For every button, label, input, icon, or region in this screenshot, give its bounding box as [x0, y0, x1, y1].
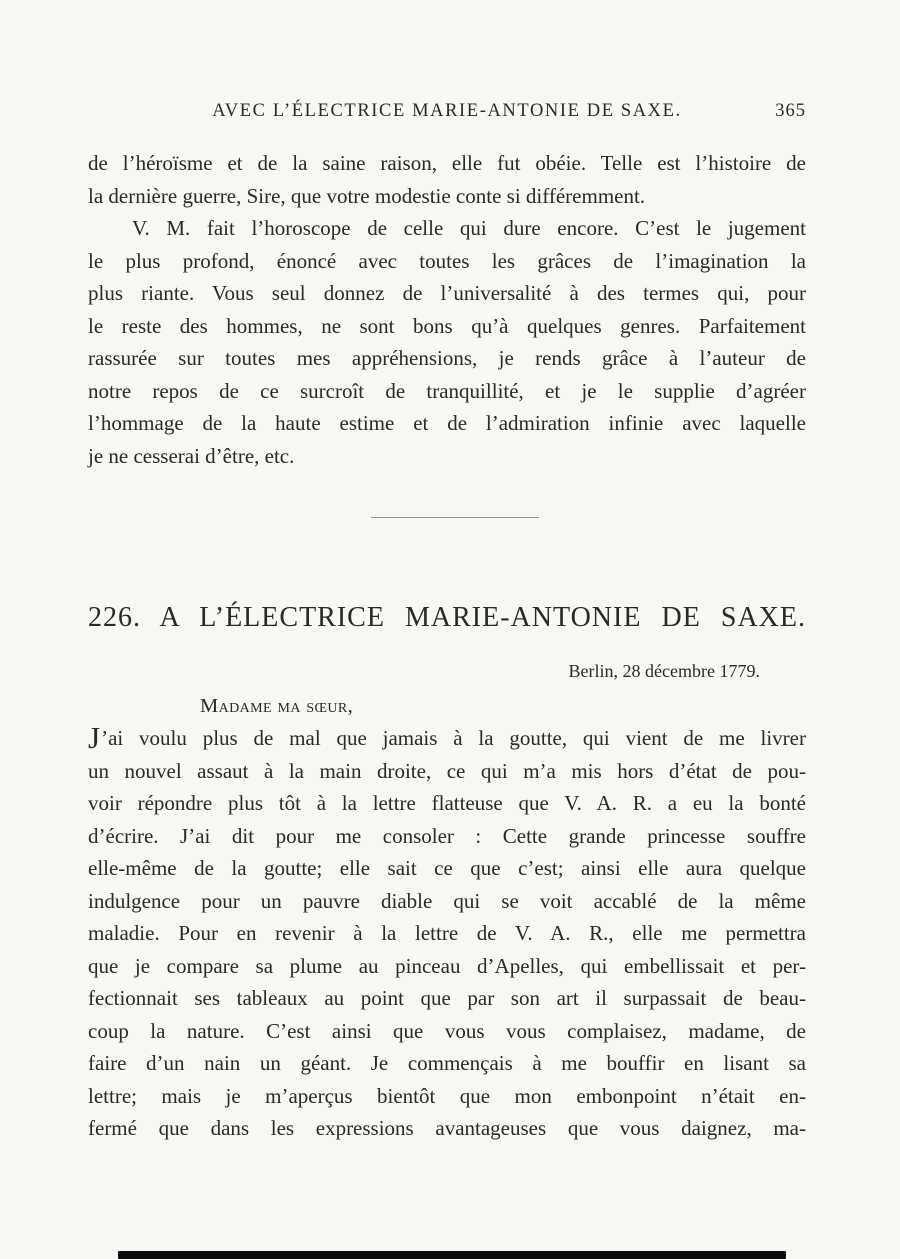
running-head-title: AVEC L’ÉLECTRICE MARIE-ANTONIE DE SAXE.	[212, 101, 682, 121]
text-line: V. M. fait l’horoscope de celle qui dure encore. C’est le jugement	[132, 216, 806, 240]
letter-heading: 226. A L’ÉLECTRICE MARIE-ANTONIE DE SAXE.	[88, 602, 806, 633]
letter-body-lines	[88, 755, 806, 1145]
text-line: le reste des hommes, ne sont bons qu’à quelques genres. Parfaitement	[88, 313, 806, 338]
page-number: 365	[775, 101, 806, 121]
text-line: d’écrire. J’ai dit pour me consoler : Cette grande princesse souffre	[88, 823, 806, 848]
text-line: fermé que dans les expressions avantageuses que vous daignez, ma-	[88, 1116, 806, 1140]
running-head	[88, 101, 806, 129]
first-line-text: ’ai voulu plus de mal que jamais à la goutte, qui vient de me livrer	[101, 726, 806, 750]
text-line: maladie. Pour en revenir à la lettre de V. A. R., elle me permettra	[88, 921, 806, 945]
letter-225-paragraph-1	[88, 147, 806, 212]
letter-225-paragraph-2	[88, 212, 806, 472]
text-line: voir répondre plus tôt à la lettre flatteuse que V. A. R. a eu la bonté	[88, 791, 806, 815]
text-line: de l’héroïsme et de la saine raison, elle fut obéie. Telle est l’histoire de	[88, 151, 806, 175]
text-line: lettre; mais je m’aperçus bientôt que mon embonpoint n’était en-	[88, 1083, 806, 1108]
text-line: indulgence pour un pauvre diable qui se voit accablé de la même	[88, 888, 806, 913]
text-line	[88, 722, 806, 755]
text-line: un nouvel assaut à la main droite, ce qui m’a mis hors d’état de pou-	[88, 758, 806, 783]
scan-artifact-bar	[118, 1251, 786, 1259]
text-line: plus riante. Vous seul donnez de l’universalité à des termes qui, pour	[88, 281, 806, 305]
drop-cap-initial: J	[88, 720, 101, 755]
section-divider	[371, 517, 539, 518]
text-line: elle-même de la goutte; elle sait ce que c’est; ainsi elle aura quelque	[88, 856, 806, 880]
text-line: la dernière guerre, Sire, que votre modestie conte si différemment.	[88, 183, 646, 208]
dateline: Berlin, 28 décembre 1779.	[568, 661, 760, 681]
text-line: coup la nature. C’est ainsi que vous vous complaisez, madame, de	[88, 1018, 806, 1043]
text-line: notre repos de ce surcroît de tranquillité, et je le supplie d’agréer	[88, 378, 806, 403]
salutation: Madame ma sœur,	[200, 695, 354, 717]
text-line: que je compare sa plume au pinceau d’Apelles, qui embellissait et per-	[88, 953, 806, 978]
text-line: je ne cesserai d’être, etc.	[88, 443, 295, 468]
text-line: faire d’un nain un géant. Je commençais à me bouffir en lisant sa	[88, 1051, 806, 1075]
text-line: l’hommage de la haute estime et de l’admiration infinie avec laquelle	[88, 411, 806, 435]
letter-226-body	[88, 722, 806, 1145]
text-line: rassurée sur toutes mes appréhensions, je rends grâce à l’auteur de	[88, 346, 806, 370]
text-line: fectionnait ses tableaux au point que par son art il surpassait de beau-	[88, 986, 806, 1010]
text-line: le plus profond, énoncé avec toutes les grâces de l’imagination la	[88, 248, 806, 273]
